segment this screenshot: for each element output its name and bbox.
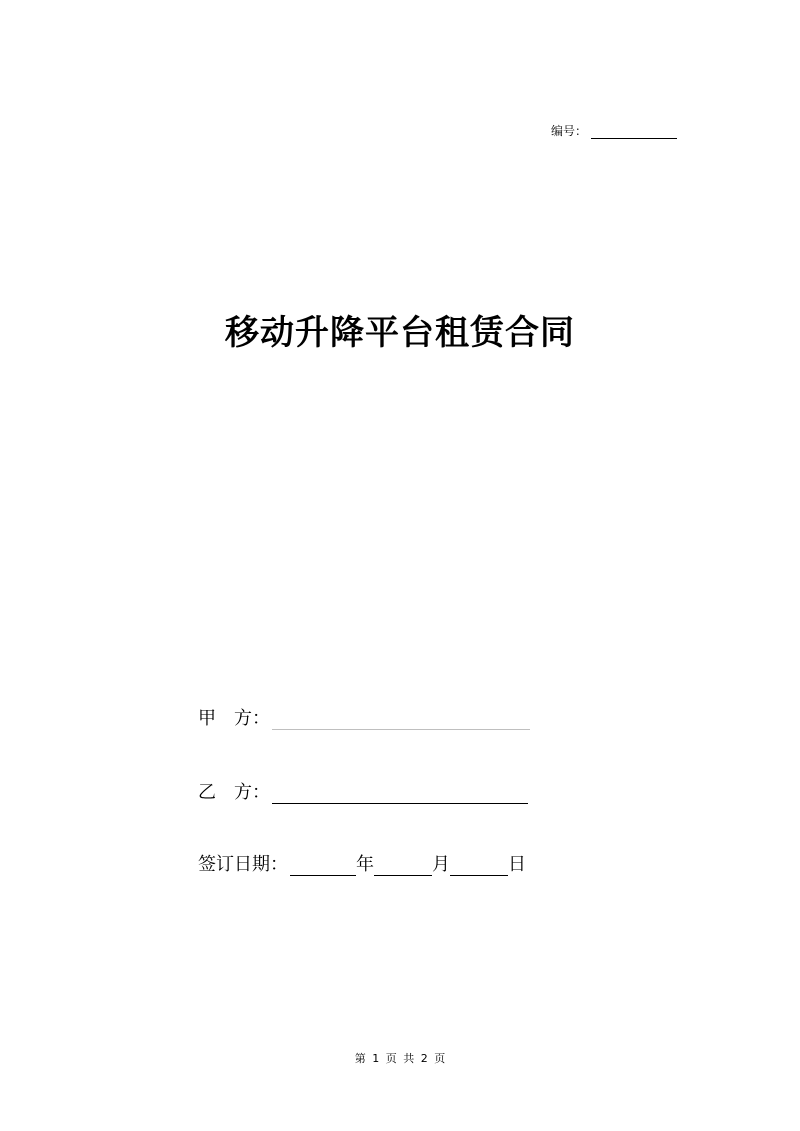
document-title: 移动升降平台租赁合同	[225, 313, 575, 353]
signing-date-label: 签订日期：	[198, 854, 288, 875]
day-blank	[450, 857, 508, 876]
party-b-blank	[272, 785, 528, 804]
year-blank	[290, 857, 356, 876]
month-label: 月	[432, 854, 450, 875]
party-a-field	[198, 704, 530, 730]
day-label: 日	[508, 854, 526, 875]
party-a-blank	[272, 711, 530, 730]
contract-number-label: 编号：	[551, 124, 588, 138]
party-b-field	[198, 778, 528, 804]
month-blank	[374, 857, 432, 876]
page-number: 第 1 页 共 2 页	[354, 1052, 446, 1065]
signing-date-field	[198, 850, 526, 876]
year-label: 年	[356, 854, 374, 875]
contract-number-blank	[591, 124, 677, 139]
contract-number	[551, 122, 677, 139]
party-a-label: 甲 方：	[198, 708, 270, 729]
party-b-label: 乙 方：	[198, 782, 270, 803]
